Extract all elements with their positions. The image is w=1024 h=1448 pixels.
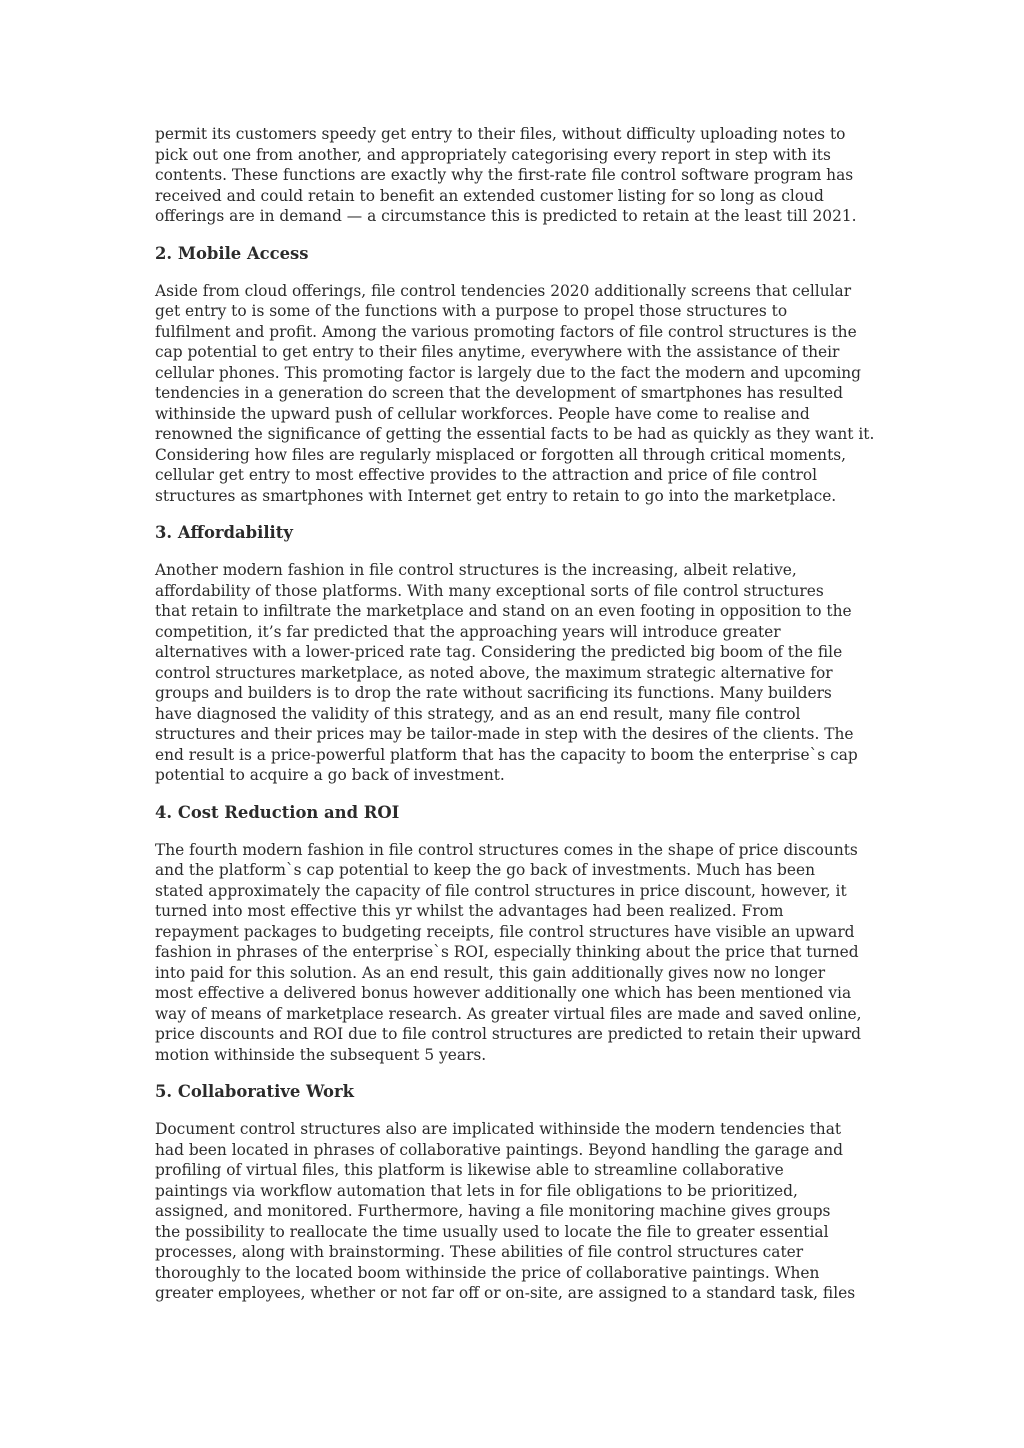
text-line: cellular phones. This promoting factor is largely due to the fact the modern and upcoming (155, 363, 862, 382)
text-line: assigned, and monitored. Furthermore, having a file monitoring machine gives groups (155, 1202, 831, 1220)
text-line: thoroughly to the located boom withinside the price of collaborative paintings. When (155, 1263, 820, 1282)
text-line: received and could retain to benefit an extended customer listing for so long as cloud (155, 186, 824, 205)
text-line: greater employees, whether or not far off or on-site, are assigned to a standard task, files (155, 1284, 856, 1302)
text-line: Another modern fashion in file control structures is the increasing, albeit relative, (155, 561, 797, 579)
text-line: end result is a price-powerful platform that has the capacity to boom the enterprise`s cap (155, 745, 858, 764)
collaborative-work-paragraph (155, 1119, 885, 1304)
text-line: processes, along with brainstorming. These abilities of file control structures cater (155, 1243, 804, 1261)
text-line: into paid for this solution. As an end result, this gain additionally gives now no longer (155, 963, 826, 982)
text-line: and the platform`s cap potential to keep the go back of investments. Much has been (155, 861, 816, 879)
text-line: renowned the significance of getting the essential facts to be had as quickly as they want it. (155, 425, 875, 443)
text-line: offerings are in demand — a circumstance this is predicted to retain at the least till 2021. (155, 207, 857, 225)
text-line: The fourth modern fashion in file control structures comes in the shape of price discounts (155, 840, 858, 859)
text-line: get entry to is some of the functions with a purpose to propel those structures to (155, 302, 788, 320)
text-line: most effective a delivered bonus however additionally one which has been mentioned via (155, 984, 852, 1002)
text-line: Aside from cloud offerings, file control tendencies 2020 additionally screens that cellular (155, 281, 852, 300)
text-line: way of means of marketplace research. As greater virtual files are made and saved online, (155, 1004, 862, 1023)
cost-reduction-paragraph (155, 840, 885, 1066)
text-line: turned into most effective this yr whilst the advantages had been realized. From (155, 902, 784, 920)
text-line: the possibility to reallocate the time usually used to locate the file to greater essential (155, 1222, 829, 1241)
text-line: alternatives with a lower-priced rate tag. Considering the predicted big boom of the file (155, 643, 843, 661)
text-line: competition, it’s far predicted that the approaching years will introduce greater (155, 622, 781, 641)
text-line: Document control structures also are implicated withinside the modern tendencies that (155, 1120, 842, 1138)
text-line: repayment packages to budgeting receipts, file control structures have visible an upward (155, 922, 855, 941)
text-line: control structures marketplace, as noted above, the maximum strategic alternative for (155, 663, 833, 682)
mobile-access-paragraph (155, 281, 885, 507)
text-line: fulfilment and profit. Among the various promoting factors of file control structures is the (155, 322, 857, 341)
text-line: pick out one from another, and appropriately categorising every report in step with its (155, 145, 831, 164)
text-line: have diagnosed the validity of this strategy, and as an end result, many file control (155, 704, 801, 723)
text-line: Considering how files are regularly misplaced or forgotten all through critical moments, (155, 445, 847, 464)
text-line: had been located in phrases of collaborative paintings. Beyond handling the garage and (155, 1140, 844, 1159)
section-heading-affordability: 3. Affordability (155, 523, 293, 542)
text-line: profiling of virtual files, this platform is likewise able to streamline collaborative (155, 1161, 784, 1179)
section-heading-mobile-access: 2. Mobile Access (155, 243, 309, 263)
text-line: price discounts and ROI due to file control structures are predicted to retain their upward (155, 1025, 862, 1043)
text-line: withinside the upward push of cellular workforces. People have come to realise and (155, 404, 810, 423)
text-line: structures and their prices may be tailor-made in step with the desires of the clients. The (155, 725, 854, 743)
document-page (155, 124, 885, 1320)
text-line: structures as smartphones with Internet get entry to retain to go into the marketplace. (155, 486, 837, 505)
text-line: fashion in phrases of the enterprise`s ROI, especially thinking about the price that turned (155, 943, 859, 961)
text-line: paintings via workflow automation that lets in for file obligations to be prioritized, (155, 1181, 798, 1200)
intro-paragraph (155, 124, 885, 227)
text-line: tendencies in a generation do screen that the development of smartphones has resulted (155, 384, 843, 402)
text-line: stated approximately the capacity of file control structures in price discount, however, it (155, 881, 847, 900)
text-line: potential to acquire a go back of investment. (155, 766, 505, 784)
text-line: groups and builders is to drop the rate without sacrificing its functions. Many builders (155, 684, 832, 702)
section-heading-collaborative-work: 5. Collaborative Work (155, 1082, 354, 1101)
section-heading-cost-reduction-roi: 4. Cost Reduction and ROI (155, 802, 400, 822)
text-line: cap potential to get entry to their files anytime, everywhere with the assistance of their (155, 343, 840, 361)
text-line: contents. These functions are exactly why the first-rate file control software program has (155, 166, 854, 184)
affordability-paragraph (155, 560, 885, 786)
text-line: affordability of those platforms. With many exceptional sorts of file control structures (155, 581, 824, 600)
text-line: permit its customers speedy get entry to their files, without difficulty uploading notes to (155, 125, 846, 143)
text-line: cellular get entry to most effective provides to the attraction and price of file control (155, 466, 818, 484)
text-line: motion withinside the subsequent 5 years. (155, 1045, 487, 1064)
text-line: that retain to infiltrate the marketplace and stand on an even footing in opposition to the (155, 602, 852, 620)
